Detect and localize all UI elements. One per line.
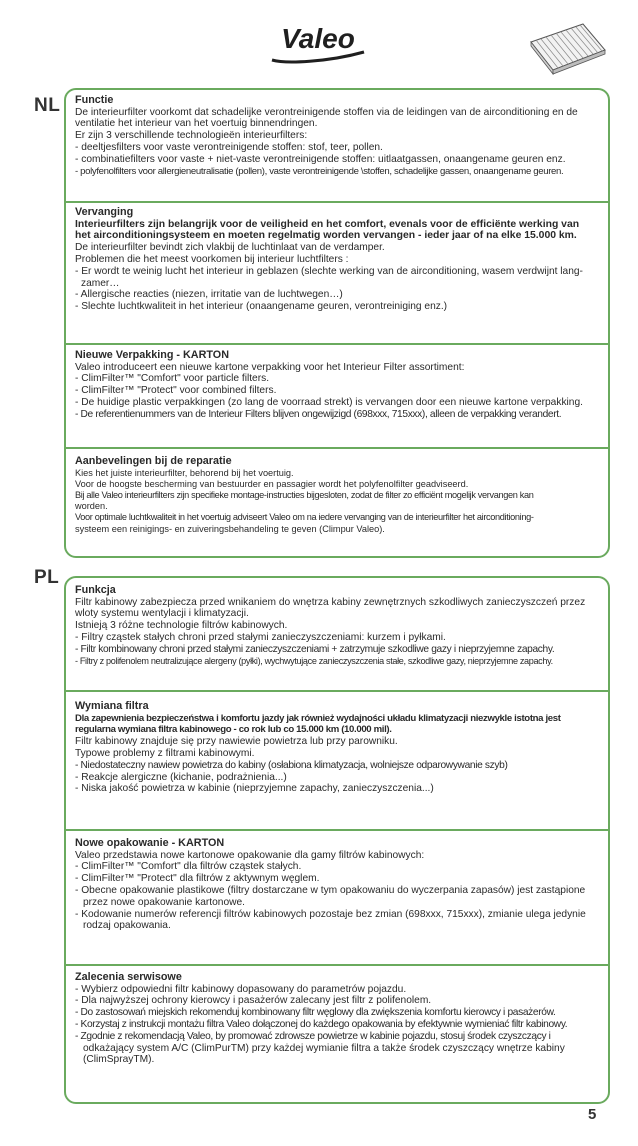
section-title: Funkcja: [75, 584, 116, 596]
text-line: - polyfenolfilters voor allergieneutralisatie (pollen), vaste verontreinigende \stoffen, schadelijke gassen, onaangename geuren.: [75, 165, 564, 177]
text-line: - Allergische reacties (niezen, irritatie van de luchtwegen…): [75, 289, 343, 301]
page-number: 5: [588, 1106, 597, 1123]
section-title: Nowe opakowanie - KARTON: [75, 837, 225, 849]
text-line: - De huidige plastic verpakkingen (zo lang de voorraad strekt) is vervangen door een nieuwe kartone verpakking.: [75, 396, 583, 408]
text-line: (ClimSprayTM).: [83, 1054, 155, 1066]
text-line: De interieurfilter bevindt zich vlakbij de luchtinlaat van de verdamper.: [75, 242, 385, 254]
text-line: - Zgodnie z rekomendacją Valeo, by promować zdrowsze powietrze w kabinie pojazdu, stosuj środek czyszczący i: [75, 1030, 551, 1042]
text-line: Kies het juiste interieurfilter, behorend bij het voertuig.: [75, 467, 294, 478]
text-line: ventilatie het interieur van het voertuig binnendringen.: [75, 118, 318, 130]
text-line: wloty systemu wentylacji i klimatyzacji.: [75, 608, 249, 620]
text-line: Istnieją 3 różne technologie filtrów kabinowych.: [75, 620, 288, 632]
pl-divider-3: [64, 964, 610, 966]
text-line: - ClimFilter™ "Protect" dla filtrów z aktywnym węglem.: [75, 873, 320, 885]
text-line: - Wybierz odpowiedni filtr kabinowy dopasowany do parametrów pojazdu.: [75, 983, 407, 995]
text-line: - Filtr kombinowany chroni przed stałymi zanieczyszczeniami + zatrzymuje szkodliwe gazy i nieprzyjemne zapachy.: [75, 643, 555, 655]
text-line: - Niska jakość powietrza w kabinie (nieprzyjemne zapachy, zanieczyszczenia...): [75, 783, 434, 795]
nl-vervanging-section: [75, 206, 603, 313]
text-line: Filtr kabinowy zabezpiecza przed wnikaniem do wnętrza kabiny zewnętrznych szkodliwych zanieczyszczeń przez: [75, 596, 586, 608]
bold-line: het airconditioningsysteem en moeten regelmatig worden vervangen - ieder jaar of na elke 15.000 km.: [75, 230, 577, 242]
text-line: - Do zastosowań miejskich rekomenduj kombinowany filtr węglowy dla zwiększenia komfortu kierowcy i pasażerów.: [75, 1007, 556, 1019]
text-line: - Er wordt te weinig lucht het interieur in geblazen (slechte werking van de airconditioning, wasem verdwijnt lang-: [75, 265, 583, 277]
text-line: systeem een reinigings- en zuiveringsbehandeling te geven (Climpur Valeo).: [75, 523, 385, 534]
text-line: - Filtry cząstek stałych chroni przed stałymi zanieczyszczeniami: kurzem i pyłkami.: [75, 631, 446, 643]
text-line: Er zijn 3 verschillende technologieën interieurfilters:: [75, 130, 308, 142]
pl-zalecenia-section: [75, 971, 603, 1066]
text-line: odkażający system A/C (ClimPurTM) przy każdej wymianie filtra a także środek czyszczący wnętrze kabiny: [83, 1042, 565, 1054]
text-line: - deeltjesfilters voor vaste verontreinigende stoffen: stof, teer, pollen.: [75, 141, 383, 153]
text-line: - ClimFilter™ "Comfort" voor particle filters.: [75, 373, 270, 385]
text-line: - Niedostateczny nawiew powietrza do kabiny (osłabiona klimatyzacja, wolniejsze odparowywanie szyb): [75, 759, 508, 771]
text-line: Valeo introduceert een nieuwe kartone verpakking voor het Interieur Filter assortiment:: [75, 361, 465, 373]
text-line: - Korzystaj z instrukcji montażu filtra Valeo dołączonej do każdego opakowania by efektywnie wymieniać filtr kabinowy.: [75, 1018, 568, 1030]
nl-functie-section: [75, 94, 603, 177]
text-line: - Dla najwyższej ochrony kierowcy i pasażerów zalecany jest filtr z polifenolem.: [75, 995, 432, 1007]
nl-divider-3: [64, 447, 610, 449]
pl-wymiana-section: [75, 700, 603, 795]
text-line: Problemen die het meest voorkomen bij interieur luchtfilters :: [75, 253, 349, 265]
section-title: Vervanging: [75, 206, 134, 218]
section-title: Wymiana filtra: [75, 700, 149, 712]
section-title: Functie: [75, 94, 114, 106]
text-line: worden.: [75, 501, 108, 512]
text-line: - De referentienummers van de Interieur Filters blijven ongewijzigd (698xxx, 715xxx), alleen de verpakking verandert.: [75, 408, 562, 420]
language-label-nl: NL: [34, 95, 61, 116]
bold-line: regularna wymiana filtra kabinowego - co rok lub co 15.000 km (10.000 mil).: [75, 724, 392, 736]
nl-aanbevelingen-section: [75, 455, 603, 535]
text-line: De interieurfilter voorkomt dat schadelijke verontreinigende stoffen via de leidingen van de airconditioning en de: [75, 106, 578, 118]
text-line: - ClimFilter™ "Protect" voor combined filters.: [75, 385, 277, 397]
valeo-logo-icon: [268, 18, 368, 66]
text-line: - Filtry z polifenolem neutralizujące alergeny (pyłki), wychwytujące zanieczyszczenia stałe, szkodliwe gazy, nieprzyjemne zapachy.: [75, 655, 553, 666]
text-line: - Kodowanie numerów referencji filtrów kabinowych pozostaje bez zmian (698xxx, 715xxx), zmianie ulega jedynie: [75, 908, 586, 920]
nl-verpakking-section: [75, 349, 603, 421]
text-line: Voor de hoogste bescherming van bestuurder en passagier wordt het polyfenolfilter geadviseerd.: [75, 478, 469, 489]
text-line: rodzaj opakowania.: [83, 920, 171, 932]
valeo-logo: [268, 18, 368, 66]
text-line: Typowe problemy z filtrami kabinowymi.: [75, 747, 255, 759]
text-line: - combinatiefilters voor vaste + niet-vaste verontreinigende stoffen: uitlaatgassen, onaangename geuren enz.: [75, 153, 566, 165]
text-line: Bij alle Valeo interieurfilters zijn specifieke montage-instructies bijgesloten, zodat de filter zo efficiënt mogelijk vervangen kan: [75, 490, 534, 500]
bold-line: Interieurfilters zijn belangrijk voor de veiligheid en het comfort, evenals voor de efficiënte werking van: [75, 218, 580, 230]
text-line: - Reakcje alergiczne (kichanie, podrażnienia...): [75, 771, 287, 783]
text-line: - Obecne opakowanie plastikowe (filtry dostarczane w tym opakowaniu do wyczerpania zapasów) jest zastąpione: [75, 884, 586, 896]
bold-line: Dla zapewnienia bezpieczeństwa i komfortu jazdy jak również wydajności układu klimatyzacji niezwykle istotna jest: [75, 712, 561, 724]
text-line: - Slechte luchtkwaliteit in het interieur (onaangename geuren, verontreiniging enz.): [75, 301, 448, 313]
pl-opakowanie-section: [75, 837, 603, 932]
text-line: przez nowe opakowanie kartonowe.: [83, 896, 245, 908]
text-line: Voor optimale luchtkwaliteit in het voertuig adviseert Valeo om na iedere vervanging van de interieurfilter het airconditioning-: [75, 512, 534, 523]
section-title: Aanbevelingen bij de reparatie: [75, 455, 232, 467]
section-title: Zalecenia serwisowe: [75, 971, 182, 983]
language-label-pl: PL: [34, 567, 60, 588]
pl-funkcja-section: [75, 584, 603, 667]
pl-divider-2: [64, 829, 610, 831]
text-line: Filtr kabinowy znajduje się przy nawiewie powietrza lub przy parowniku.: [75, 736, 398, 748]
text-line: - ClimFilter™ "Comfort" dla filtrów cząstek stałych.: [75, 861, 302, 873]
text-line: zamer…: [81, 277, 120, 289]
cabin-filter-image: [527, 20, 607, 75]
nl-divider-1: [64, 201, 610, 203]
section-title: Nieuwe Verpakking - KARTON: [75, 349, 229, 361]
valeo-logo-text: Valeo: [281, 23, 355, 54]
pl-divider-1: [64, 690, 610, 692]
text-line: Valeo przedstawia nowe kartonowe opakowanie dla gamy filtrów kabinowych:: [75, 849, 425, 861]
nl-divider-2: [64, 343, 610, 345]
